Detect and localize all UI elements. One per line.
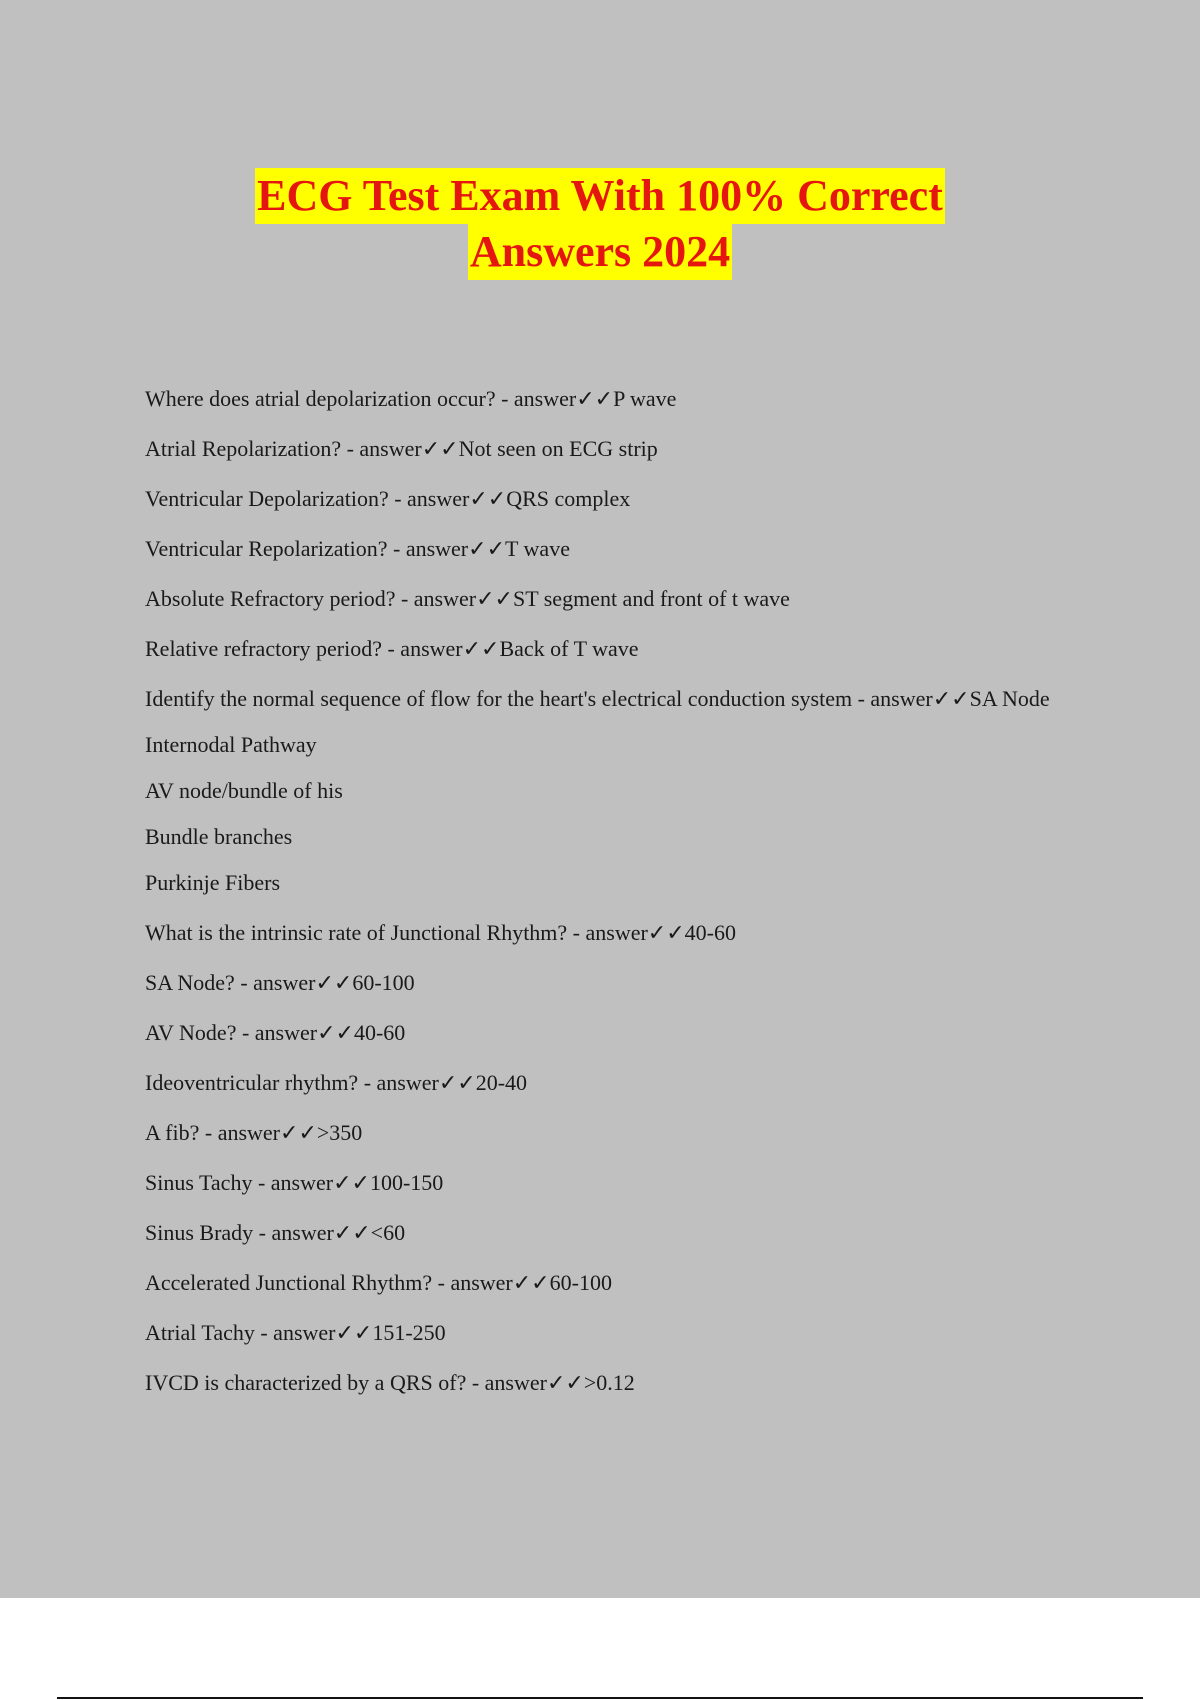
qa-item-4: Ventricular Repolarization? - answer✓✓T wave — [145, 536, 570, 561]
qa-item-7: Identify the normal sequence of flow for the heart's electrical conduction system - answer✓✓SA Node — [145, 686, 1050, 711]
qa-item-6: Relative refractory period? - answer✓✓Back of T wave — [145, 636, 639, 661]
qa-item-5: Absolute Refractory period? - answer✓✓ST segment and front of t wave — [145, 586, 790, 611]
title-line-1: ECG Test Exam With 100% Correct — [255, 168, 945, 224]
qa-item-12: What is the intrinsic rate of Junctional Rhythm? - answer✓✓40-60 — [145, 920, 737, 945]
qa-item-1: Where does atrial depolarization occur? - answer✓✓P wave — [145, 386, 677, 411]
qa-item-20: Atrial Tachy - answer✓✓151-250 — [145, 1320, 446, 1345]
qa-item-14: AV Node? - answer✓✓40-60 — [145, 1020, 406, 1045]
footer-rule — [57, 1697, 1143, 1699]
qa-item-21: IVCD is characterized by a QRS of? - answer✓✓>0.12 — [145, 1370, 635, 1395]
qa-item-2: Atrial Repolarization? - answer✓✓Not seen on ECG strip — [145, 436, 658, 461]
qa-item-15: Ideoventricular rhythm? - answer✓✓20-40 — [145, 1070, 528, 1095]
qa-item-16: A fib? - answer✓✓>350 — [145, 1120, 363, 1145]
page-title — [0, 168, 1200, 280]
qa-item-11: Purkinje Fibers — [145, 870, 281, 895]
qa-item-8: Internodal Pathway — [145, 732, 317, 757]
title-line-2: Answers 2024 — [468, 224, 732, 280]
qa-item-19: Accelerated Junctional Rhythm? - answer✓✓60-100 — [145, 1270, 612, 1295]
qa-item-9: AV node/bundle of his — [145, 778, 343, 803]
qa-item-13: SA Node? - answer✓✓60-100 — [145, 970, 415, 995]
qa-item-10: Bundle branches — [145, 824, 293, 849]
qa-item-17: Sinus Tachy - answer✓✓100-150 — [145, 1170, 444, 1195]
qa-item-3: Ventricular Depolarization? - answer✓✓QRS complex — [145, 486, 631, 511]
qa-item-18: Sinus Brady - answer✓✓<60 — [145, 1220, 406, 1245]
qa-list — [145, 384, 1085, 1398]
